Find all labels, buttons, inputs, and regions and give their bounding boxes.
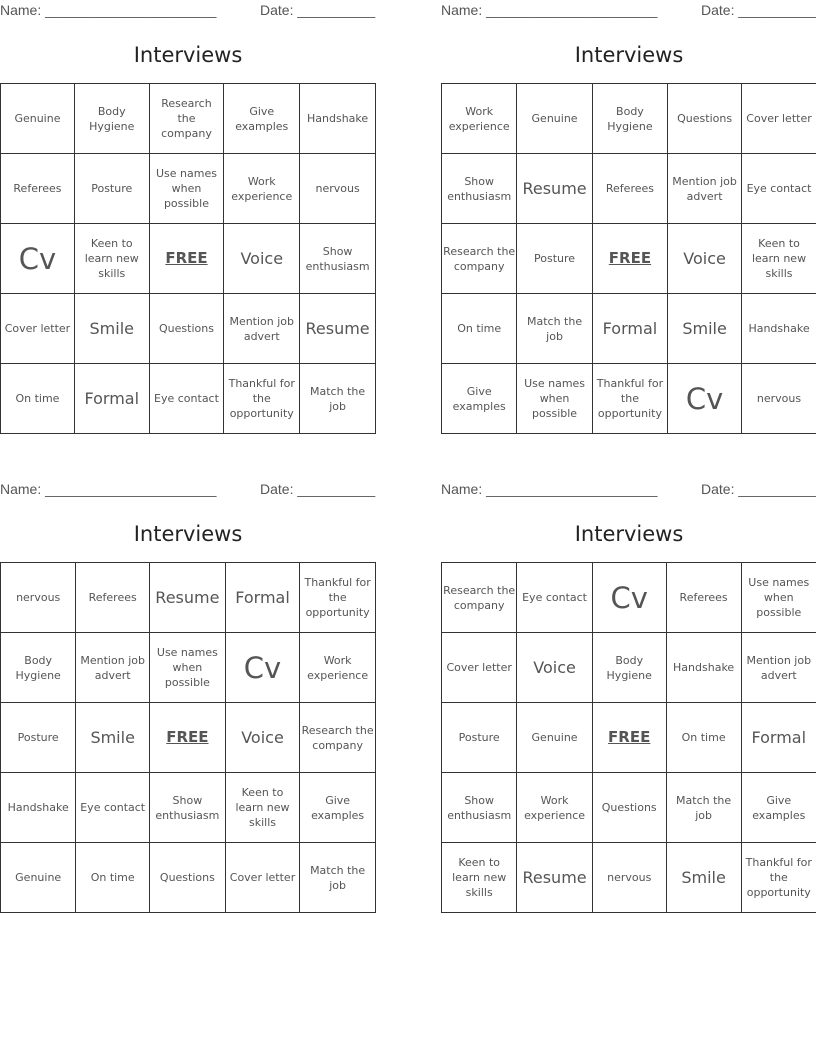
- bingo-cell: Posture: [1, 703, 76, 773]
- bingo-cell: Keen to learn new skills: [742, 224, 816, 294]
- bingo-cell: Eye contact: [76, 773, 150, 843]
- bingo-cell: Research the company: [300, 703, 376, 773]
- bingo-cell: Mention job advert: [668, 154, 742, 224]
- bingo-cell: Body Hygiene: [592, 84, 667, 154]
- bingo-cell: Work experience: [224, 154, 300, 224]
- bingo-cell: Handshake: [742, 294, 816, 364]
- bingo-cell: Smile: [74, 294, 149, 364]
- bingo-cell: Formal: [741, 703, 816, 773]
- bingo-cell: Work experience: [517, 773, 592, 843]
- bingo-cell: Thankful for the opportunity: [300, 563, 376, 633]
- bingo-cell: Mention job advert: [76, 633, 150, 703]
- grid-row: [1, 84, 376, 154]
- bingo-cell: nervous: [300, 154, 376, 224]
- bingo-cell: Smile: [668, 294, 742, 364]
- bingo-cell: Keen to learn new skills: [442, 843, 517, 913]
- grid-row: [1, 843, 376, 913]
- bingo-grid: [441, 562, 816, 913]
- bingo-cell: Referees: [1, 154, 75, 224]
- bingo-cell: Questions: [592, 773, 666, 843]
- bingo-cell: Handshake: [666, 633, 741, 703]
- bingo-cell: Match the job: [517, 294, 592, 364]
- bingo-cell: Keen to learn new skills: [225, 773, 300, 843]
- bingo-cell: Handshake: [300, 84, 376, 154]
- grid-row: [1, 633, 376, 703]
- bingo-cell: Research the company: [442, 224, 517, 294]
- grid-row: [1, 364, 376, 434]
- bingo-cell: Eye contact: [517, 563, 592, 633]
- bingo-cell: nervous: [742, 364, 816, 434]
- grid-row: [442, 633, 816, 703]
- bingo-grid: [441, 83, 816, 434]
- bingo-cell: Show enthusiasm: [442, 154, 517, 224]
- card-header: [441, 481, 816, 499]
- name-field-label: Name: ______________________: [441, 2, 658, 18]
- card-header: [0, 481, 376, 499]
- grid-row: [442, 563, 816, 633]
- date-field-label: Date: __________: [260, 481, 376, 497]
- grid-row: [442, 703, 816, 773]
- name-field-label: Name: ______________________: [0, 481, 217, 497]
- bingo-cell: Eye contact: [742, 154, 816, 224]
- bingo-cell: Give examples: [224, 84, 300, 154]
- bingo-card-2: [441, 0, 816, 432]
- bingo-cell: Use names when possible: [741, 563, 816, 633]
- bingo-cell: Formal: [592, 294, 667, 364]
- grid-row: [442, 364, 816, 434]
- bingo-cell: Questions: [150, 843, 226, 913]
- bingo-cell: Formal: [225, 563, 300, 633]
- grid-row: [442, 84, 816, 154]
- name-field-label: Name: ______________________: [441, 481, 658, 497]
- grid-row: [1, 563, 376, 633]
- bingo-cell: Eye contact: [149, 364, 224, 434]
- free-space-cell: FREE: [150, 703, 226, 773]
- bingo-cell: Referees: [76, 563, 150, 633]
- card-title: Interviews: [574, 522, 684, 546]
- bingo-cell: Match the job: [300, 364, 376, 434]
- bingo-cell: Show enthusiasm: [150, 773, 226, 843]
- date-field-label: Date: __________: [260, 2, 376, 18]
- bingo-cell: Handshake: [1, 773, 76, 843]
- bingo-cell: Smile: [666, 843, 741, 913]
- bingo-cell: Posture: [74, 154, 149, 224]
- bingo-cell: Give examples: [300, 773, 376, 843]
- bingo-card-3: [0, 479, 376, 911]
- grid-row: [1, 154, 376, 224]
- bingo-cell: Cover letter: [442, 633, 517, 703]
- bingo-cell: Show enthusiasm: [442, 773, 517, 843]
- card-header: [0, 2, 376, 20]
- bingo-cell: Mention job advert: [741, 633, 816, 703]
- bingo-cell: Resume: [300, 294, 376, 364]
- bingo-cell: Resume: [517, 154, 592, 224]
- bingo-cell: Give examples: [741, 773, 816, 843]
- bingo-cell: Genuine: [1, 84, 75, 154]
- bingo-cell: Voice: [225, 703, 300, 773]
- bingo-cell: On time: [76, 843, 150, 913]
- bingo-cell: Use names when possible: [517, 364, 592, 434]
- card-title: Interviews: [574, 43, 684, 67]
- bingo-cell: Cv: [592, 563, 666, 633]
- grid-row: [442, 294, 816, 364]
- bingo-cell: Questions: [668, 84, 742, 154]
- bingo-cell: Use names when possible: [150, 633, 226, 703]
- bingo-cell: Thankful for the opportunity: [224, 364, 300, 434]
- bingo-cell: Match the job: [300, 843, 376, 913]
- bingo-cell: Referees: [592, 154, 667, 224]
- bingo-cell: Cv: [1, 224, 75, 294]
- bingo-cell: Voice: [224, 224, 300, 294]
- bingo-cell: On time: [1, 364, 75, 434]
- bingo-cell: Thankful for the opportunity: [592, 364, 667, 434]
- bingo-cell: Body Hygiene: [1, 633, 76, 703]
- bingo-cell: Show enthusiasm: [300, 224, 376, 294]
- bingo-cell: Voice: [517, 633, 592, 703]
- bingo-cell: Match the job: [666, 773, 741, 843]
- grid-row: [442, 224, 816, 294]
- bingo-cell: Cover letter: [1, 294, 75, 364]
- bingo-cell: On time: [442, 294, 517, 364]
- card-title: Interviews: [133, 522, 243, 546]
- bingo-cell: nervous: [592, 843, 666, 913]
- bingo-cell: Questions: [149, 294, 224, 364]
- bingo-cell: Cover letter: [742, 84, 816, 154]
- bingo-cell: Cv: [225, 633, 300, 703]
- bingo-cell: Cv: [668, 364, 742, 434]
- card-title: Interviews: [133, 43, 243, 67]
- date-field-label: Date: __________: [701, 481, 816, 497]
- bingo-cell: Body Hygiene: [592, 633, 666, 703]
- grid-row: [442, 154, 816, 224]
- grid-row: [1, 773, 376, 843]
- grid-row: [1, 224, 376, 294]
- bingo-grid: [0, 83, 376, 434]
- free-space-cell: FREE: [149, 224, 224, 294]
- bingo-cell: Use names when possible: [149, 154, 224, 224]
- bingo-cell: Thankful for the opportunity: [741, 843, 816, 913]
- card-header: [441, 2, 816, 20]
- bingo-cell: Body Hygiene: [74, 84, 149, 154]
- bingo-cell: Cover letter: [225, 843, 300, 913]
- bingo-cell: On time: [666, 703, 741, 773]
- bingo-cell: Mention job advert: [224, 294, 300, 364]
- grid-row: [442, 773, 816, 843]
- bingo-cell: Formal: [74, 364, 149, 434]
- bingo-grid: [0, 562, 376, 913]
- bingo-cell: Work experience: [442, 84, 517, 154]
- grid-row: [1, 703, 376, 773]
- bingo-cell: Resume: [150, 563, 226, 633]
- bingo-cell: Give examples: [442, 364, 517, 434]
- bingo-cell: Research the company: [149, 84, 224, 154]
- bingo-cell: Work experience: [300, 633, 376, 703]
- bingo-cell: Genuine: [517, 703, 592, 773]
- bingo-cell: Research the company: [442, 563, 517, 633]
- free-space-cell: FREE: [592, 703, 666, 773]
- free-space-cell: FREE: [592, 224, 667, 294]
- bingo-cell: Resume: [517, 843, 592, 913]
- bingo-cell: Voice: [668, 224, 742, 294]
- bingo-card-1: [0, 0, 376, 432]
- bingo-cell: Referees: [666, 563, 741, 633]
- grid-row: [442, 843, 816, 913]
- bingo-cell: nervous: [1, 563, 76, 633]
- bingo-cell: Keen to learn new skills: [74, 224, 149, 294]
- bingo-cell: Smile: [76, 703, 150, 773]
- bingo-card-4: [441, 479, 816, 911]
- bingo-cell: Genuine: [517, 84, 592, 154]
- bingo-cell: Genuine: [1, 843, 76, 913]
- date-field-label: Date: __________: [701, 2, 816, 18]
- bingo-cell: Posture: [442, 703, 517, 773]
- bingo-cell: Posture: [517, 224, 592, 294]
- grid-row: [1, 294, 376, 364]
- name-field-label: Name: ______________________: [0, 2, 217, 18]
